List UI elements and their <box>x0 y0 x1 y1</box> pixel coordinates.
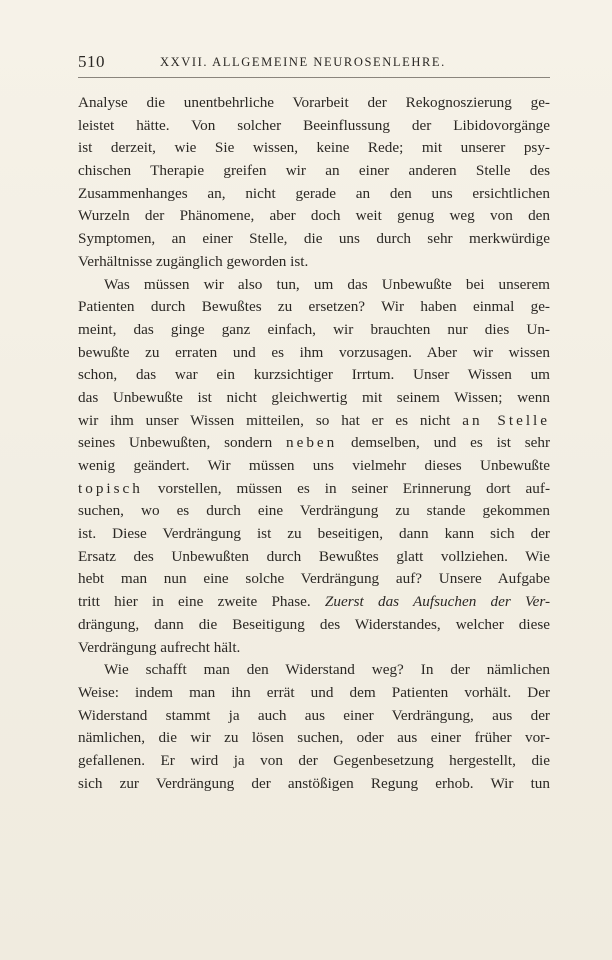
text-line: schon, das war ein kurzsichtiger Irrtum. Unser Wissen um <box>78 366 550 384</box>
text-line: bewußte zu erraten und es ihm vorzusagen. Aber wir wissen <box>78 343 550 361</box>
paragraph-2 <box>78 274 550 660</box>
text-line: wenig geändert. Wir müssen uns vielmehr dieses Unbewußte <box>78 457 550 474</box>
text-line: Was müssen wir also tun, um das Unbewußte bei unserem <box>104 275 550 293</box>
text-line: nämlichen, die wir zu lösen suchen, oder aus einer früher vor- <box>78 729 550 747</box>
text-line: gefallenen. Er wird ja von der Gegenbesetzung hergestellt, die <box>78 751 550 769</box>
text-line: Verhältnisse zugänglich geworden ist. <box>78 252 309 270</box>
page-number: 510 <box>78 52 105 71</box>
text-line: Wurzeln der Phänomene, aber doch weit genug weg von den <box>78 207 550 225</box>
header-rule <box>78 77 550 78</box>
text-line: suchen, wo es durch eine Verdrängung zu stande gekommen <box>78 502 550 520</box>
text-fragment: tritt hier in eine zweite Phase. <box>78 593 311 611</box>
text-line: ist. Diese Verdrängung ist zu beseitigen, dann kann sich der <box>78 525 550 543</box>
text-line: meint, das ginge ganz einfach, wir brauchten nur dies Un- <box>78 320 550 338</box>
text-line: sich zur Verdrängung der anstößigen Regung erhob. Wir tun <box>78 774 550 792</box>
text-line: Widerstand stammt ja auch aus einer Verdrängung, aus der <box>78 706 550 724</box>
text-line: ist derzeit, wie Sie wissen, keine Rede; mit unserer psy- <box>78 139 550 157</box>
text-line-mixed <box>78 591 550 614</box>
text-fragment: vorstellen, müssen es in seiner Erinnerung dort auf- <box>157 479 550 497</box>
spaced-emphasis: neben <box>285 434 338 452</box>
text-line: das Unbewußte ist nicht gleichwertig mit seinem Wissen; wenn <box>78 388 550 406</box>
paragraph-3 <box>78 659 550 795</box>
italic-emphasis: Zuerst das Aufsuchen der Ver- <box>324 593 550 611</box>
body-text <box>78 92 550 795</box>
text-fragment: seines Unbewußten, sondern <box>78 434 273 452</box>
text-line: Ersatz des Unbewußten durch Bewußtes glatt vollziehen. Wie <box>78 547 550 565</box>
text-line: Zusammenhanges an, nicht gerade an den uns ersichtlichen <box>78 184 550 202</box>
text-line: Verdrängung aufrecht hält. <box>78 638 241 656</box>
text-line: hebt man nun eine solche Verdrängung auf? Unsere Aufgabe <box>78 570 550 588</box>
text-line: leistet hätte. Von solcher Beeinflussung der Libidovorgänge <box>78 116 550 134</box>
text-fragment: wir ihm unser Wissen mitteilen, so hat er es nicht <box>78 411 451 429</box>
spaced-emphasis: topisch <box>78 479 143 497</box>
text-line: Wie schafft man den Widerstand weg? In der nämlichen <box>104 661 550 679</box>
text-line: Weise: indem man ihn errät und dem Patienten vorhält. Der <box>78 683 550 701</box>
text-line-mixed <box>78 478 550 501</box>
text-fragment: demselben, und es ist sehr <box>351 434 550 452</box>
text-line: drängung, dann die Beseitigung des Widerstandes, welcher diese <box>78 615 550 633</box>
paragraph-1 <box>78 92 550 274</box>
text-line: Analyse die unentbehrliche Vorarbeit der Rekognoszierung ge- <box>78 94 550 111</box>
text-line: Patienten durch Bewußtes zu ersetzen? Wir haben einmal ge- <box>78 298 550 316</box>
text-line: Symptomen, an einer Stelle, die uns durch sehr merkwürdige <box>78 230 550 248</box>
text-line-mixed <box>78 410 550 433</box>
chapter-title: XXVII. ALLGEMEINE NEUROSENLEHRE. <box>160 55 446 69</box>
text-line: chischen Therapie greifen wir an einer anderen Stelle des <box>78 162 550 180</box>
running-head <box>78 52 550 74</box>
text-line-mixed <box>78 432 550 455</box>
spaced-emphasis: an Stelle <box>462 411 550 429</box>
